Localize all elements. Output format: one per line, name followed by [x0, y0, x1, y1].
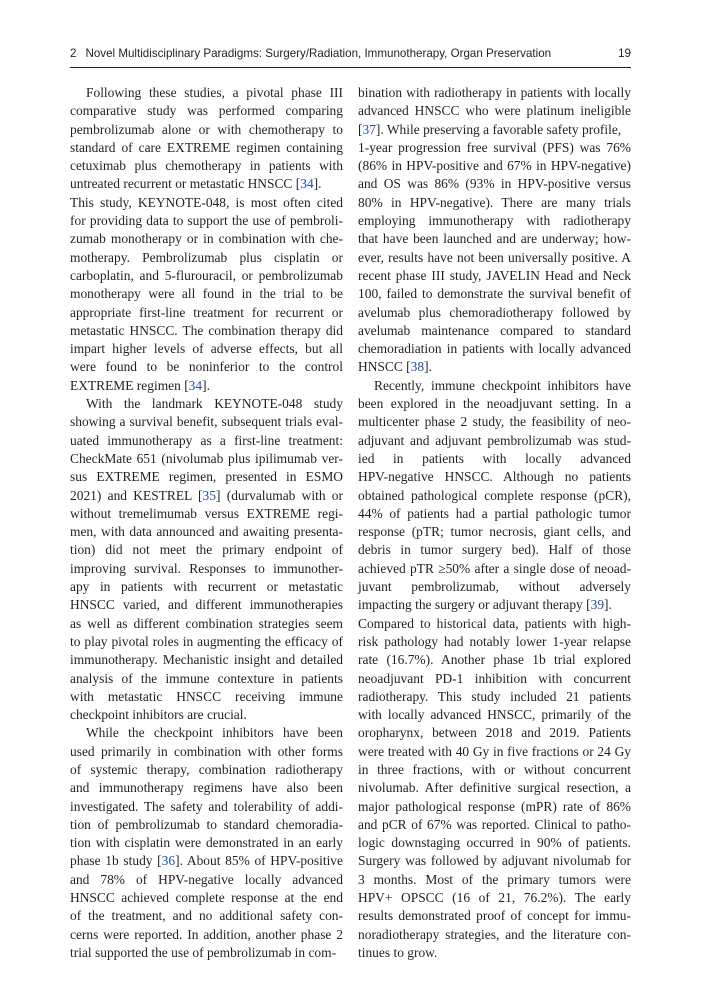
- text-line: [70, 779, 343, 797]
- text-line: [70, 615, 343, 633]
- text-line: [70, 560, 343, 578]
- text-segment: zumab monotherapy or in combination with che-: [70, 231, 343, 247]
- text-segment: were treated with 40 Gy in five fractions or 24 Gy: [358, 743, 631, 759]
- text-segment: checkpoint inhibitors are crucial.: [70, 707, 247, 723]
- text-segment: [: [358, 121, 363, 137]
- text-line: [70, 688, 343, 706]
- text-line: [358, 633, 631, 651]
- text-segment: debris in tumor surgery bed). Half of those: [358, 542, 631, 558]
- text-segment: of systemic therapy, combination radiotherapy: [70, 761, 343, 777]
- text-line: [70, 706, 343, 724]
- text-segment: 2021) and KESTREL [: [70, 487, 203, 503]
- text-segment: analysis of the immune contexture in patients: [70, 670, 343, 686]
- text-line: [358, 377, 631, 395]
- text-segment: noradiotherapy strategies, and the literature con-: [358, 926, 631, 942]
- running-header-left: [70, 47, 551, 60]
- text-line: [70, 871, 343, 889]
- text-segment: adjuvant and adjuvant pembrolizumab was stud-: [358, 432, 631, 448]
- text-segment: neoadjuvant PD-1 inhibition with concurrent: [358, 670, 631, 686]
- text-line: [70, 505, 343, 523]
- text-line: [358, 907, 631, 925]
- text-segment: avelumab maintenance compared to standard: [358, 322, 631, 338]
- text-segment: achieved pTR ≥50% after a single dose of neoad-: [358, 560, 631, 576]
- text-line: [70, 358, 343, 376]
- text-segment: as well as different combination strategies seem: [70, 615, 343, 631]
- text-segment: obtained pathological complete response (pCR),: [358, 487, 631, 503]
- text-line: [70, 926, 343, 944]
- text-segment: nivolumab. After definitive surgical resection, a: [358, 780, 631, 796]
- text-segment: Recently, immune checkpoint inhibitors have: [374, 377, 631, 393]
- text-line: [358, 834, 631, 852]
- text-segment: advanced HNSCC who were platinum ineligible: [358, 103, 631, 119]
- text-line: [70, 212, 343, 230]
- text-segment: rate (16.7%). Another phase 1b trial explored: [358, 652, 631, 668]
- text-segment: ever, results have not been universally positive. A: [358, 249, 631, 265]
- citation-link[interactable]: 39: [590, 597, 605, 613]
- text-line: [358, 743, 631, 761]
- text-line: [358, 505, 631, 523]
- text-line: [358, 194, 631, 212]
- text-segment: immunotherapy. Mechanistic insight and detailed: [70, 652, 343, 668]
- text-segment: ]. While preserving a favorable safety profile,: [375, 121, 622, 137]
- text-line: [70, 596, 343, 614]
- text-segment: With the landmark KEYNOTE-048 study: [86, 396, 343, 412]
- text-segment: HNSCC achieved complete response at the end: [70, 890, 343, 906]
- text-segment: appropriate first-line treatment for recurrent or: [70, 304, 343, 320]
- text-segment: ied in patients with locally advanced: [358, 450, 631, 466]
- text-line: [70, 541, 343, 559]
- text-segment: pembrolizumab alone or with chemotherapy to: [70, 121, 343, 137]
- text-line: [70, 413, 343, 431]
- text-line: [70, 194, 343, 212]
- text-line: [70, 578, 343, 596]
- text-segment: HPV+ OPSCC (16 of 21, 76.2%). The early: [358, 890, 631, 906]
- text-line: [358, 322, 631, 340]
- text-segment: ].: [202, 377, 210, 393]
- text-line: [358, 121, 631, 139]
- text-line: [70, 761, 343, 779]
- text-segment: This study, KEYNOTE-048, is most often cited: [70, 194, 343, 210]
- text-segment: improving survival. Responses to immunother-: [70, 560, 343, 576]
- text-line: [70, 249, 343, 267]
- text-line: [70, 84, 343, 102]
- text-line: [358, 84, 631, 102]
- text-segment: that have been launched and are underway; how-: [358, 231, 631, 247]
- text-segment: avelumab plus chemoradiotherapy followed by: [358, 304, 631, 320]
- text-segment: 1-year progression free survival (PFS) was 76%: [358, 139, 631, 155]
- text-segment: metastatic HNSCC. The combination therapy did: [70, 322, 343, 338]
- text-segment: CheckMate 651 (nivolumab plus ipilimumab ver-: [70, 450, 343, 466]
- text-segment: in three fractions, with or without concurrent: [358, 761, 631, 777]
- text-segment: ]. About 85% of HPV-positive: [175, 853, 343, 869]
- left-column: [70, 84, 343, 962]
- text-line: [70, 523, 343, 541]
- text-line: [70, 121, 343, 139]
- right-column: [358, 84, 631, 962]
- text-segment: comparative study was performed comparing: [70, 103, 343, 119]
- text-line: [70, 724, 343, 742]
- text-segment: tion of pembrolizumab to standard chemoradia-: [70, 816, 343, 832]
- text-line: [358, 670, 631, 688]
- text-segment: HNSCC varied, and different immunotherapies: [70, 597, 343, 613]
- text-segment: multicenter phase 2 study, the feasibility of neo-: [358, 414, 631, 430]
- text-segment: and immunotherapy regimens have also been: [70, 780, 343, 796]
- text-segment: been explored in the neoadjuvant setting. In a: [358, 396, 631, 412]
- text-line: [358, 578, 631, 596]
- text-line: [358, 541, 631, 559]
- text-segment: logic downstaging occurred in 90% of patients.: [358, 835, 631, 851]
- text-line: [358, 102, 631, 120]
- text-line: [358, 450, 631, 468]
- text-line: [358, 560, 631, 578]
- text-segment: impacting the surgery or adjuvant therapy [: [358, 597, 591, 613]
- text-segment: 80% in HPV-negative). There are many trials: [358, 194, 631, 210]
- text-segment: While the checkpoint inhibitors have been: [86, 725, 343, 741]
- text-segment: carboplatin, and 5-flurouracil, or pembrolizumab: [70, 267, 343, 283]
- text-segment: standard of care EXTREME regimen containing: [70, 139, 343, 155]
- text-segment: to play pivotal roles in augmenting the efficacy of: [70, 633, 343, 649]
- text-line: [358, 487, 631, 505]
- text-segment: motherapy. Pembrolizumab plus cisplatin or: [70, 249, 343, 265]
- text-segment: 100, failed to demonstrate the survival benefit of: [358, 286, 631, 302]
- text-segment: apy in patients with recurrent or metastatic: [70, 579, 343, 595]
- text-line: [358, 523, 631, 541]
- text-segment: 3 months. Most of the primary tumors were: [358, 871, 631, 887]
- text-line: [70, 889, 343, 907]
- text-segment: chemoradiation in patients with locally advanced: [358, 341, 631, 357]
- text-segment: HPV-negative HNSCC. Although no patients: [358, 469, 631, 485]
- citation-link[interactable]: 36: [161, 853, 176, 869]
- text-segment: major pathological response (mPR) rate of 86%: [358, 798, 631, 814]
- text-line: [70, 651, 343, 669]
- text-line: [358, 779, 631, 797]
- citation-link[interactable]: 35: [202, 487, 216, 503]
- text-segment: sus EXTREME regimen, presented in ESMO: [70, 469, 343, 485]
- text-line: [358, 249, 631, 267]
- text-line: [70, 743, 343, 761]
- text-segment: and pCR of 67% was reported. Clinical to patho-: [358, 816, 631, 832]
- text-line: [358, 651, 631, 669]
- text-segment: phase 1b study [: [70, 853, 162, 869]
- text-segment: tion) did not meet the primary endpoint of: [70, 542, 343, 558]
- text-line: [70, 798, 343, 816]
- text-segment: investigated. The safety and tolerability of addi-: [70, 798, 343, 814]
- text-segment: ] (durvalumab with or: [215, 487, 344, 503]
- text-segment: untreated recurrent or metastatic HNSCC [: [70, 176, 301, 192]
- text-segment: cerns were reported. In addition, another phase 2: [70, 926, 343, 942]
- text-segment: ].: [424, 359, 432, 375]
- text-segment: results demonstrated proof of concept for immu-: [358, 908, 631, 924]
- header-rule: [70, 67, 631, 68]
- text-line: [70, 322, 343, 340]
- text-line: [70, 432, 343, 450]
- text-line: [358, 688, 631, 706]
- text-segment: with locally advanced HNSCC, primarily of the: [358, 707, 631, 723]
- text-segment: Following these studies, a pivotal phase III: [86, 85, 343, 100]
- text-segment: HNSCC [: [358, 359, 411, 375]
- text-line: [70, 944, 343, 962]
- text-line: [358, 267, 631, 285]
- text-line: [70, 487, 343, 505]
- text-segment: 44% of patients had a partial pathologic tumor: [358, 505, 631, 521]
- text-line: [70, 340, 343, 358]
- text-line: [70, 230, 343, 248]
- text-segment: tinues to grow.: [358, 944, 438, 960]
- text-line: [70, 907, 343, 925]
- text-segment: cetuximab plus chemotherapy in patients with: [70, 158, 343, 174]
- text-segment: showing a survival benefit, subsequent trials eval-: [70, 414, 343, 430]
- text-line: [70, 450, 343, 468]
- text-line: [70, 175, 343, 193]
- text-line: [358, 212, 631, 230]
- text-line: [70, 670, 343, 688]
- page-number: 19: [618, 47, 631, 60]
- text-line: [358, 157, 631, 175]
- text-segment: of the treatment, and no additional safety con-: [70, 908, 343, 924]
- text-segment: bination with radiotherapy in patients with locally: [358, 85, 631, 100]
- text-line: [358, 615, 631, 633]
- text-segment: and OS was 86% (93% in HPV-positive versus: [358, 176, 631, 192]
- text-line: [358, 724, 631, 742]
- text-line: [358, 413, 631, 431]
- text-segment: ].: [604, 597, 612, 613]
- text-segment: Surgery was followed by adjuvant nivolumab for: [358, 853, 631, 869]
- text-line: [358, 358, 631, 376]
- text-line: [70, 468, 343, 486]
- text-line: [358, 304, 631, 322]
- text-line: [70, 852, 343, 870]
- running-header: [70, 47, 631, 69]
- text-line: [358, 468, 631, 486]
- text-segment: juvant pembrolizumab, without adversely: [358, 579, 631, 595]
- text-line: [70, 816, 343, 834]
- text-segment: with metastatic HNSCC receiving immune: [70, 688, 343, 704]
- text-segment: without tremelimumab versus EXTREME regi-: [70, 505, 343, 521]
- text-line: [358, 230, 631, 248]
- text-line: [358, 798, 631, 816]
- text-segment: men, with data announced and awaiting presenta-: [70, 524, 343, 540]
- text-line: [70, 633, 343, 651]
- text-segment: response (pTR; tumor necrosis, giant cells, and: [358, 524, 631, 540]
- text-segment: for providing data to support the use of pembroli-: [70, 213, 343, 229]
- text-segment: (86% in HPV-positive and 67% in HPV-negative): [358, 158, 631, 174]
- text-line: [358, 871, 631, 889]
- text-line: [70, 395, 343, 413]
- text-segment: monotherapy were all found in the trial to be: [70, 286, 343, 302]
- text-line: [358, 889, 631, 907]
- citation-link[interactable]: 38: [410, 359, 425, 375]
- text-segment: were found to be noninferior to the control: [70, 359, 343, 375]
- text-line: [358, 926, 631, 944]
- chapter-number: 2: [70, 47, 77, 60]
- text-segment: oropharynx, between 2018 and 2019. Patients: [358, 725, 631, 741]
- text-line: [70, 157, 343, 175]
- text-line: [70, 267, 343, 285]
- text-line: [70, 377, 343, 395]
- text-line: [358, 596, 631, 614]
- text-line: [70, 834, 343, 852]
- text-line: [70, 304, 343, 322]
- text-segment: ].: [313, 176, 322, 192]
- running-title: Novel Multidisciplinary Paradigms: Surgery/Radiation, Immunotherapy, Organ Preservation: [85, 47, 552, 60]
- text-line: [358, 761, 631, 779]
- text-segment: uated immunotherapy as a first-line treatment:: [70, 432, 343, 448]
- text-segment: risk pathology had notably lower 1-year relapse: [358, 633, 631, 649]
- text-line: [70, 139, 343, 157]
- citation-link[interactable]: 34: [300, 176, 314, 192]
- citation-link[interactable]: 37: [362, 121, 376, 137]
- text-segment: radiotherapy. This study included 21 patients: [358, 688, 631, 704]
- text-segment: tion with cisplatin were demonstrated in an early: [70, 835, 343, 851]
- text-segment: employing immunotherapy with radiotherapy: [358, 213, 631, 229]
- text-segment: trial supported the use of pembrolizumab in com-: [70, 944, 337, 960]
- text-line: [358, 285, 631, 303]
- text-line: [358, 816, 631, 834]
- text-line: [70, 102, 343, 120]
- text-line: [358, 175, 631, 193]
- text-segment: recent phase III study, JAVELIN Head and Neck: [358, 267, 631, 283]
- citation-link[interactable]: 34: [188, 377, 203, 393]
- text-line: [358, 395, 631, 413]
- text-line: [358, 340, 631, 358]
- text-segment: impart higher levels of adverse effects, but all: [70, 341, 343, 357]
- text-line: [358, 944, 631, 962]
- text-segment: used primarily in combination with other forms: [70, 743, 343, 759]
- text-line: [70, 285, 343, 303]
- text-segment: and 78% of HPV-negative locally advanced: [70, 871, 343, 887]
- text-line: [358, 432, 631, 450]
- text-line: [358, 706, 631, 724]
- text-line: [358, 852, 631, 870]
- text-line: [358, 139, 631, 157]
- text-segment: EXTREME regimen [: [70, 377, 189, 393]
- text-segment: Compared to historical data, patients with high-: [358, 615, 631, 631]
